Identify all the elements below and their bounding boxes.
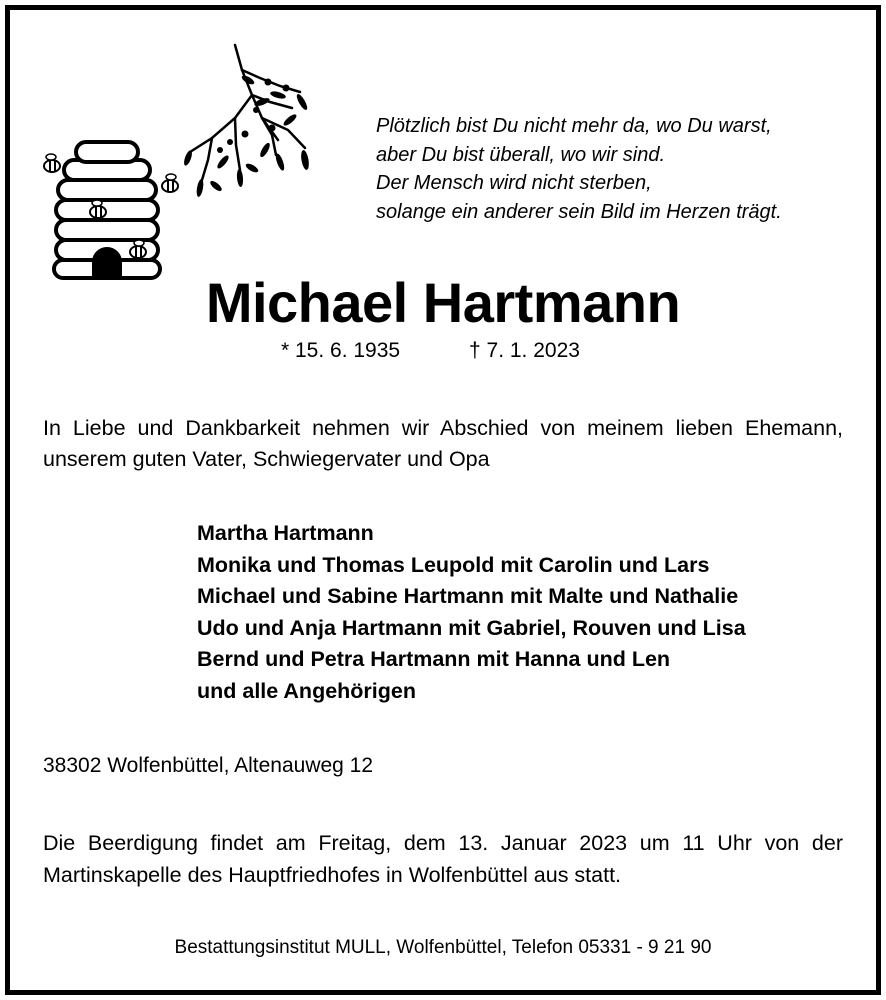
- mourners-list: [197, 518, 857, 707]
- poem-line: solange ein anderer sein Bild im Herzen trägt.: [376, 200, 782, 223]
- mistletoe-branch: [190, 45, 305, 180]
- mourner-entry: und alle Angehörigen: [197, 678, 416, 703]
- mourner-entry: Monika und Thomas Leupold mit Carolin und Lars: [197, 552, 710, 577]
- beehive-with-bees-and-mistletoe-icon: [40, 40, 320, 285]
- poem-line: Der Mensch wird nicht sterben,: [376, 172, 652, 194]
- poem-line: Plötzlich bist Du nicht mehr da, wo Du warst,: [376, 115, 772, 137]
- bee-icon: [44, 154, 60, 172]
- mourner-entry: Martha Hartmann: [197, 521, 374, 545]
- bee-icon: [162, 174, 178, 192]
- undertaker-contact: Bestattungsinstitut MULL, Wolfenbüttel, Telefon 05331 - 9 21 90: [174, 937, 712, 958]
- farewell-text: In Liebe und Dankbarkeit nehmen wir Abschied von meinem lieben Ehemann, unserem guten Vater, Schwiegervater und Opa: [43, 416, 843, 471]
- family-address: 38302 Wolfenbüttel, Altenauweg 12: [43, 754, 374, 777]
- mourner-entry: Michael und Sabine Hartmann mit Malte und Nathalie: [197, 584, 739, 608]
- deceased-name: Michael Hartmann: [205, 271, 681, 334]
- birth-date: * 15. 6. 1935: [281, 339, 401, 362]
- mourner-entry: Udo und Anja Hartmann mit Gabriel, Rouven und Lisa: [197, 615, 746, 640]
- funeral-notice: Die Beerdigung findet am Freitag, dem 13. Januar 2023 um 11 Uhr von der Martinskapelle des Hauptfriedhofes in Wolfenbüttel aus statt.: [43, 831, 843, 887]
- memorial-poem: [376, 112, 866, 226]
- death-date: † 7. 1. 2023: [469, 339, 580, 362]
- mourner-entry: Bernd und Petra Hartmann mit Hanna und Len: [197, 647, 671, 671]
- poem-line: aber Du bist überall, wo wir sind.: [376, 143, 666, 166]
